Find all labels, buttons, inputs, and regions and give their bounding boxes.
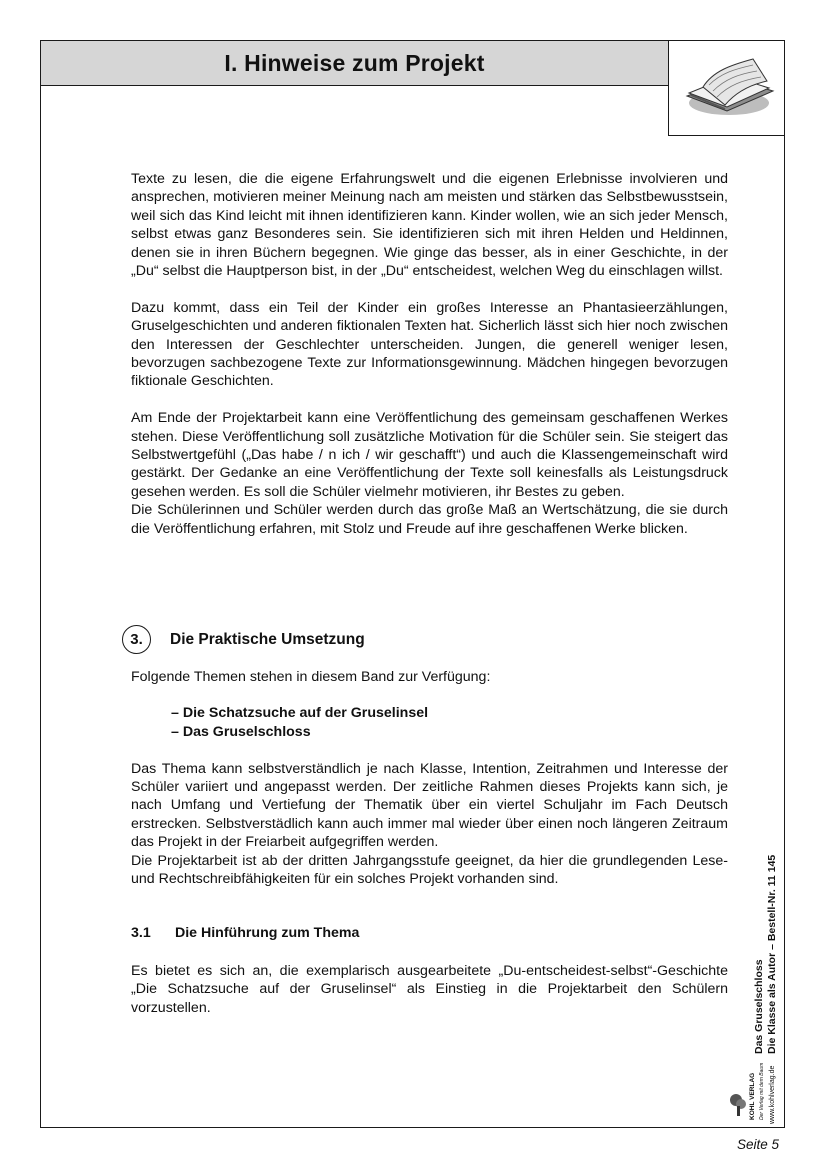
book-icon-box	[668, 40, 785, 136]
intro-text	[131, 170, 728, 538]
paragraph: Am Ende der Projektarbeit kann eine Veröffentlichung des gemeinsam geschaffenen Werkes stehen. Diese Veröffentlichung soll zusätzliche Motivation für die Schüler sein. Sie steigert das Selbstwertgefühl („Das habe / n ich / wir geschafft“) und auch die Klassengemeinschaft wird gestärkt. Der Gedanke an eine Veröffentlichung der Texte soll keinesfalls als Leistungsdruck gesehen werden. Es soll die Schüler vielmehr motivieren, ihr Bestes zu geben.	[131, 410, 728, 500]
subsection-number: 3.1	[131, 925, 151, 941]
section-3-body	[131, 668, 728, 888]
publisher-url: www.kohlverlag.de	[769, 1065, 776, 1124]
section-number-badge: 3.	[122, 625, 151, 654]
page-title: I. Hinweise zum Projekt	[224, 49, 485, 76]
tree-logo-icon	[729, 1090, 749, 1120]
paragraph: Die Projektarbeit ist ab der dritten Jahrgangsstufe geeignet, da hier die grundlegenden Lese- und Rechtschreibfähigkeiten für ein solches Projekt vorhanden sind.	[131, 852, 728, 888]
paragraph: Das Thema kann selbstverständlich je nach Klasse, Intention, Zeitrahmen und Interesse der Schüler variiert und angepasst werden. Der zeitliche Rahmen dieses Projekts kann sich, je nach Umfang und Vertiefung der Thematik über ein viertel Schuljahr im Fach Deutsch erstrecken. Selbstverstädlich kann auch immer mal wieder über einen noch längeren Zeitraum das Projekt in der Freiarbeit aufgegriffen werden.	[131, 760, 728, 851]
section-3-1-body	[131, 962, 728, 1017]
section-3-heading	[122, 625, 365, 654]
paragraph: Texte zu lesen, die die eigene Erfahrungswelt und die eigenen Erlebnisse involvieren und ansprechen, motivieren meiner Meinung nach am meisten und stärken das Selbstbewusstsein, weil sich das Kind leicht mit ihnen identifizieren kann. Kinder wollen, wie an sich jeder Mensch, selbst etwas ganz Besonderes sein. Sie identifizieren sich mit ihren Helden und Heldinnen, denen sie in ihren Büchern begegnen. Wie ginge das besser, als in einer Geschichte, in der „Du“ selbst die Hauptperson bist, in der „Du“ entscheidest, welchen Weg du einschlagen willst.	[131, 171, 728, 280]
list-item: – Das Gruselschloss	[171, 723, 311, 740]
publisher-slogan: Der Verlag mit dem Baum	[759, 1062, 765, 1120]
topic-list	[171, 704, 728, 741]
publisher-sidebar	[727, 824, 787, 1124]
paragraph: Es bietet es sich an, die exemplarisch ausgearbeitete „Du-entscheidest-selbst“-Geschichte „Die Schatzsuche auf der Gruselinsel“ als Einstieg in die Projektarbeit den Schülern vorzustellen.	[131, 963, 728, 1016]
paragraph: Die Schülerinnen und Schüler werden durch das große Maß an Wertschätzung, die sie durch die Veröffentlichung erfahren, mit Stolz und Freude auf ihre geschaffenen Werke blicken.	[131, 502, 728, 537]
open-book-icon	[669, 41, 783, 134]
series-title: Das Gruselschloss	[753, 959, 765, 1054]
subsection-title: Die Hinführung zum Thema	[174, 925, 360, 941]
paragraph: Dazu kommt, dass ein Teil der Kinder ein großes Interesse an Phantasieerzählungen, Gruselgeschichten und anderen fiktionalen Texten hat. Sicherlich lässt sich hier noch zwischen den Interessen der Geschlechter unterscheiden. Jungen, die generell weniger lesen, bevorzugen sachbezogene Texte zur Informationsgewinnung. Mädchen hingegen bevorzugen fiktionale Geschichten.	[131, 299, 728, 390]
section-3-1-heading	[131, 925, 359, 941]
publisher-logo: KOHL VERLAG	[749, 1072, 756, 1120]
section-title: Die Praktische Umsetzung	[170, 630, 365, 648]
order-number: Die Klasse als Autor – Bestell-Nr. 11 145	[766, 854, 778, 1054]
page-number: Seite 5	[736, 1137, 779, 1152]
list-item: – Die Schatzsuche auf der Gruselinsel	[171, 705, 429, 722]
lead-text: Folgende Themen stehen in diesem Band zur Verfügung:	[131, 669, 491, 685]
header-bar	[40, 40, 669, 86]
